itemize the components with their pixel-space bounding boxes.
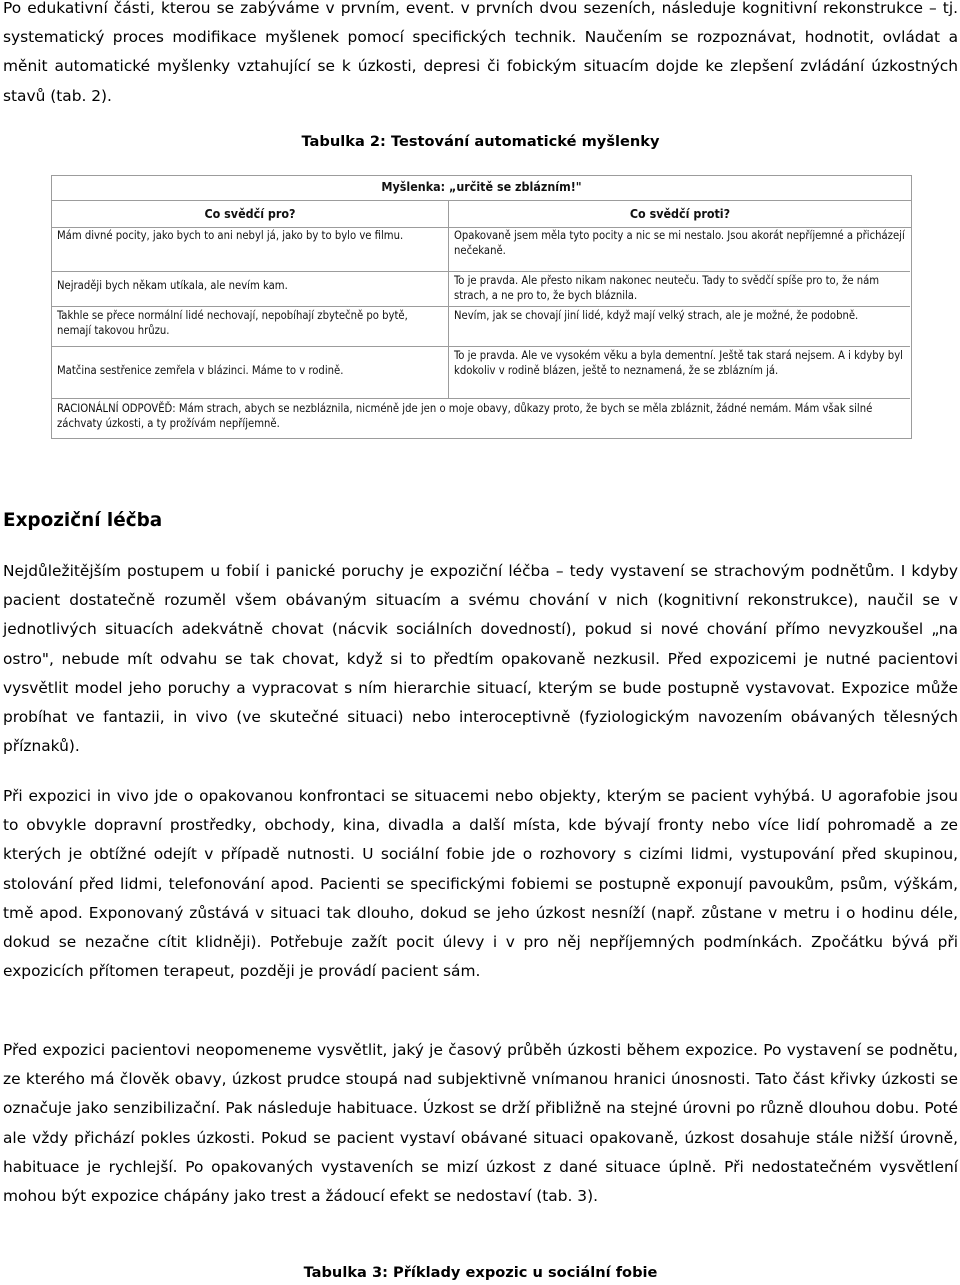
table-cell-against: Opakovaně jsem měla tyto pocity a nic se mi nestalo. Jsou akorát nepříjemné a přicházejí nečekaně. <box>448 227 910 272</box>
table-cell-for: Takhle se přece normální lidé nechovají, nepobíhají zbytečně po bytě, nemají takovou hrůzu. <box>52 307 448 347</box>
thought-testing-table <box>51 175 912 439</box>
paragraph: Při expozici in vivo jde o opakovanou konfrontaci se situacemi nebo objekty, kterým se pacient vyhýbá. U agorafobie jsou to obvykle dopravní prostředky, obchody, kina, divadla a další místa, kde bývají fronty nebo více lidí pohromadě a ze kterých je obtížné odejít v případě nutnosti. U sociální fobie jde o rozhovory s cizími lidmi, vystupování před skupinou, stolování před lidmi, telefonování apod. Pacienti se specifickými fobiemi se postupně exponují pavoukům, psům, výškám, tmě apod. Exponovaný zůstává v situaci tak dlouho, dokud se jeho úzkost nesníží (např. zůstane v metru i o hodinu déle, dokud se nezačne cítit klidněji). Potřebuje zažít pocit úlevy i v pro něj nepříjemných podmínkách. Zpočátku bývá při expozicích přítomen terapeut, později je provádí pacient sám. <box>3 787 958 981</box>
paragraph: Nejdůležitějším postupem u fobií i panické poruchy je expoziční léčba – tedy vystavení se strachovým podnětům. I kdyby pacient dostatečně rozuměl všem obávaným situacím a svému chování v nich (kognitivní rekonstrukce), naučil se v jednotlivých situacích adekvátně chovat (nácvik sociálních dovedností), pokud si nové chování přímo nevyzkoušel „na ostro", nebude mít odvahu se tak chovat, když si to předtím opakovaně nezkusil. Před expozicemi je nutné pacientovi vysvětlit model jeho poruchy a vypracovat s ním hierarchie situací, kterým se bude postupně vystavovat. Expozice může probíhat ve fantazii, in vivo (ve skutečné situaci) nebo interoceptivně (fyziologickým navozením obávaných tělesných příznaků). <box>3 562 958 756</box>
table-3-caption: Tabulka 3: Příklady expozic u sociální fobie <box>303 1264 658 1281</box>
table-thought-header: Myšlenka: „určitě se zblázním!" <box>381 179 582 194</box>
table-cell-for: Mám divné pocity, jako bych to ani nebyl já, jako by to bylo ve filmu. <box>52 227 448 272</box>
table-cell-against: To je pravda. Ale ve vysokém věku a byla dementní. Ještě tak stará nejsem. A i kdyby byl kdokoliv v rodině blázen, ještě to neznamená, že se zblázním já. <box>448 347 910 399</box>
column-header-for: Co svědčí pro? <box>52 200 448 228</box>
column-header-against: Co svědčí proti? <box>448 200 911 228</box>
section-heading: Expoziční léčba <box>3 510 163 531</box>
intro-paragraph: Po edukativní části, kterou se zabýváme v prvním, event. v prvních dvou sezeních, následuje kognitivní rekonstrukce – tj. systematický proces modifikace myšlenek pomocí specifických technik. Naučením se rozpoznávat, hodnotit, ovládat a měnit automatické myšlenky vztahující se k úzkosti, depresi či fobickým situacím dojde ke zlepšení zvládání úzkostných stavů (tab. 2). <box>3 0 958 105</box>
table-cell-against: To je pravda. Ale přesto nikam nakonec neuteču. Tady to svědčí spíše pro to, že nám strach, a ne pro to, že bych bláznila. <box>448 272 910 307</box>
paragraph: Před expozici pacientovi neopomeneme vysvětlit, jaký je časový průběh úzkosti během expozice. Po vystavení se podnětu, ze kterého má člověk obavy, úzkost prudce stoupá nad subjektivně vnímanou hranici únosnosti. Tato část křivky úzkosti se označuje jako senzibilizační. Pak následuje habituace. Úzkost se drží přibližně na stejné úrovni po různě dlouhou dobu. Poté ale vždy přichází pokles úzkosti. Pokud se pacient vystaví obávané situaci opakovaně, úzkost dosahuje stále nižší úrovně, habituace je rychlejší. Po opakovaných vystaveních se mizí úzkost z dané situace úplně. Při nedostatečném vysvětlení mohou být expozice chápány jako trest a žádoucí efekt se nedostaví (tab. 3). <box>3 1041 958 1206</box>
rational-response: RACIONÁLNÍ ODPOVĚĎ: Mám strach, abych se nezbláznila, nicméně jde jen o moje obavy, důkazy proto, že bych se měla zbláznit, žádné nemám. Mám však silné záchvaty úzkosti, a ty prožívám nepříjemně. <box>57 402 873 431</box>
table-2-caption: Tabulka 2: Testování automatické myšlenky <box>301 133 660 150</box>
table-cell-for: Nejraději bych někam utíkala, ale nevím kam. <box>52 272 448 307</box>
table-cell-for: Matčina sestřenice zemřela v blázinci. Máme to v rodině. <box>52 347 448 399</box>
table-cell-against: Nevím, jak se chovají jiní lidé, když mají velký strach, ale je možné, že podobně. <box>448 307 910 347</box>
